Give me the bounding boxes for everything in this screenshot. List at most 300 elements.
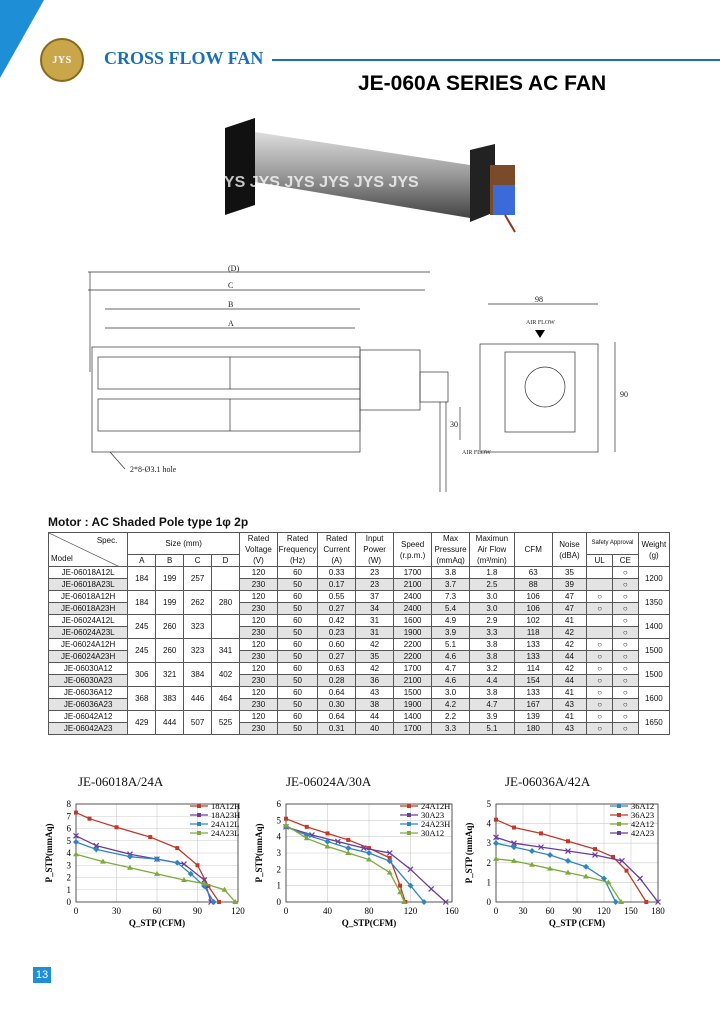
- spec-cell: 3.8: [470, 687, 515, 699]
- legend-marker: [407, 813, 411, 817]
- spec-cell: 464: [212, 687, 240, 711]
- spec-cell: 23: [356, 579, 394, 591]
- brand-title: CROSS FLOW FAN: [104, 48, 264, 68]
- spec-cell: 4.7: [470, 699, 515, 711]
- dim-d: (D): [228, 264, 240, 273]
- dim-98: 98: [535, 295, 543, 304]
- data-point: [593, 847, 597, 851]
- spec-cell: 34: [356, 603, 394, 615]
- spec-cell: 3.3: [470, 627, 515, 639]
- spec-cell: 5.1: [432, 639, 470, 651]
- data-point: [217, 900, 221, 904]
- y-tick-label: 5: [66, 835, 71, 846]
- y-tick-label: 2: [276, 864, 281, 875]
- data-point: [366, 850, 372, 856]
- spec-cell: 50: [277, 699, 317, 711]
- watermark-text: JYS JYS JYS JYS JYS JYS: [215, 174, 419, 191]
- y-axis-label: P_STP(mmAq): [44, 823, 54, 883]
- spec-cell: ○: [612, 579, 638, 591]
- spec-cell: 180: [514, 723, 552, 735]
- spec-cell: 384: [184, 663, 212, 687]
- spec-cell: 199: [156, 567, 184, 591]
- spec-cell: 402: [212, 663, 240, 687]
- data-point: [613, 899, 619, 905]
- data-point: [74, 811, 78, 815]
- spec-cell: 0.27: [318, 603, 356, 615]
- spec-cell: 323: [184, 639, 212, 663]
- spec-cell: ○: [612, 639, 638, 651]
- spec-cell: JE-06036A23: [49, 699, 128, 711]
- spec-cell: 0.60: [318, 639, 356, 651]
- series-title: JE-060A SERIES AC FAN: [358, 72, 607, 95]
- spec-cell: [212, 567, 240, 591]
- spec-cell: 44: [356, 711, 394, 723]
- spec-cell: 36: [356, 675, 394, 687]
- spec-cell: 383: [156, 687, 184, 711]
- data-point: [196, 863, 200, 867]
- spec-cell: 42: [552, 639, 587, 651]
- spec-cell: ○: [612, 663, 638, 675]
- spec-row: [49, 591, 670, 603]
- x-tick-label: 120: [597, 906, 611, 916]
- spec-cell: 4.4: [470, 675, 515, 687]
- cfm-header: CFM: [514, 533, 552, 567]
- spec-cell: 4.9: [432, 615, 470, 627]
- y-tick-label: 1: [486, 877, 491, 888]
- spec-cell: ○: [587, 687, 613, 699]
- spec-cell: 1500: [638, 663, 669, 687]
- spec-cell: 43: [356, 687, 394, 699]
- spec-cell: 507: [184, 711, 212, 735]
- spec-cell: ○: [587, 591, 613, 603]
- spec-cell: JE-06024A12L: [49, 615, 128, 627]
- spec-cell: 230: [240, 579, 278, 591]
- spec-cell: 106: [514, 591, 552, 603]
- spec-cell: 525: [212, 711, 240, 735]
- spec-cell: 0.33: [318, 567, 356, 579]
- legend-label: 24A12H: [421, 801, 451, 811]
- spec-cell: 0.28: [318, 675, 356, 687]
- spec-cell: [587, 615, 613, 627]
- x-tick-label: 0: [73, 906, 79, 916]
- spec-cell: 139: [514, 711, 552, 723]
- legend-marker: [407, 822, 411, 826]
- x-tick-label: 80: [364, 906, 374, 916]
- spec-cell: 260: [156, 639, 184, 663]
- spec-cell: 323: [184, 615, 212, 639]
- spec-cell: JE-06024A23H: [49, 651, 128, 663]
- legend-label: 42A23: [631, 828, 655, 838]
- dim-hole: 2*8-Ø3.1 hole: [130, 465, 177, 474]
- spec-cell: ○: [612, 675, 638, 687]
- spec-cell: ○: [587, 663, 613, 675]
- spec-cell: 1700: [394, 663, 432, 675]
- spec-cell: 230: [240, 651, 278, 663]
- spec-cell: JE-06018A23H: [49, 603, 128, 615]
- spec-cell: 133: [514, 639, 552, 651]
- spec-cell: JE-06042A23: [49, 723, 128, 735]
- spec-cell: 1700: [394, 567, 432, 579]
- spec-cell: 39: [552, 579, 587, 591]
- data-point: [644, 900, 648, 904]
- spec-row: [49, 663, 670, 675]
- data-point: [493, 840, 499, 846]
- x-tick-label: 40: [323, 906, 332, 916]
- chart-3: [460, 790, 685, 940]
- spec-cell: 41: [552, 615, 587, 627]
- legend-marker: [197, 804, 201, 808]
- pressure-header: Max Pressure (mmAq): [432, 533, 470, 567]
- data-point: [529, 848, 535, 854]
- spec-cell: 114: [514, 663, 552, 675]
- airflow-header: Maximun Air Flow (m³/min): [470, 533, 515, 567]
- spec-cell: 1200: [638, 567, 669, 591]
- spec-cell: 184: [128, 591, 156, 615]
- series-line: [286, 827, 446, 902]
- legend-label: 24A23L: [211, 828, 240, 838]
- y-tick-label: 5: [486, 799, 491, 809]
- current-header: Rated Current (A): [318, 533, 356, 567]
- spec-cell: 4.6: [432, 651, 470, 663]
- spec-cell: 40: [356, 723, 394, 735]
- spec-cell: ○: [612, 723, 638, 735]
- legend-marker: [617, 822, 621, 826]
- legend-label: 24A23H: [421, 819, 451, 829]
- spec-cell: 230: [240, 603, 278, 615]
- spec-row: [49, 615, 670, 627]
- spec-cell: 0.31: [318, 723, 356, 735]
- spec-cell: 133: [514, 687, 552, 699]
- spec-cell: ○: [612, 591, 638, 603]
- frequency-header: Rated Frequency (Hz): [278, 534, 317, 565]
- spec-cell: 245: [128, 615, 156, 639]
- spec-cell: 41: [552, 687, 587, 699]
- safety-header: Safety Approval: [587, 533, 638, 555]
- x-tick-label: 60: [152, 906, 162, 916]
- y-tick-label: 4: [486, 818, 491, 829]
- spec-cell: 88: [514, 579, 552, 591]
- data-point: [73, 839, 79, 845]
- spec-cell: 50: [277, 603, 317, 615]
- x-tick-label: 160: [445, 906, 459, 916]
- spec-cell: 35: [552, 567, 587, 579]
- spec-cell: 120: [240, 615, 278, 627]
- spec-cell: 42: [356, 639, 394, 651]
- legend-marker: [617, 813, 621, 817]
- spec-cell: 1600: [638, 687, 669, 711]
- legend-marker: [617, 831, 621, 835]
- spec-cell: 245: [128, 639, 156, 663]
- spec-cell: 3.8: [470, 651, 515, 663]
- dim-a: A: [228, 319, 234, 328]
- spec-cell: JE-06024A12H: [49, 639, 128, 651]
- data-point: [148, 835, 152, 839]
- spec-cell: 306: [128, 663, 156, 687]
- legend-marker: [197, 822, 201, 826]
- spec-cell: 1350: [638, 591, 669, 615]
- size-b-header: B: [156, 555, 184, 567]
- spec-cell: 60: [277, 591, 317, 603]
- x-tick-label: 150: [624, 906, 638, 916]
- spec-cell: 0.63: [318, 663, 356, 675]
- chart-2: [250, 790, 475, 940]
- spec-cell: 3.0: [470, 603, 515, 615]
- spec-cell: JE-06024A23L: [49, 627, 128, 639]
- page-number: 13: [33, 967, 51, 983]
- spec-cell: 38: [356, 699, 394, 711]
- spec-cell: ○: [612, 699, 638, 711]
- spec-cell: 0.64: [318, 711, 356, 723]
- x-axis-label: Q_STP (CFM): [548, 918, 606, 928]
- chart-2-title: JE-06024A/30A: [286, 774, 372, 789]
- spec-cell: 44: [552, 675, 587, 687]
- spec-cell: 2.2: [432, 711, 470, 723]
- spec-cell: 2100: [394, 579, 432, 591]
- y-tick-label: 4: [276, 831, 281, 842]
- spec-cell: 47: [552, 591, 587, 603]
- y-tick-label: 2: [66, 872, 71, 883]
- x-tick-label: 180: [651, 906, 665, 916]
- spec-cell: 3.8: [470, 639, 515, 651]
- ce-header: CE: [612, 555, 638, 567]
- spec-cell: 4.7: [432, 663, 470, 675]
- spec-cell: 0.30: [318, 699, 356, 711]
- spec-cell: 167: [514, 699, 552, 711]
- chart-3-title: JE-06036A/42A: [505, 774, 591, 789]
- spec-cell: 321: [156, 663, 184, 687]
- spec-row: [49, 687, 670, 699]
- x-tick-label: 60: [545, 906, 555, 916]
- spec-cell: JE-06018A12H: [49, 591, 128, 603]
- data-point: [175, 846, 179, 850]
- spec-cell: JE-06018A23L: [49, 579, 128, 591]
- spec-cell: 2400: [394, 591, 432, 603]
- spec-cell: ○: [587, 723, 613, 735]
- spec-cell: 3.0: [470, 591, 515, 603]
- weight-header: Weight (g): [638, 533, 669, 567]
- spec-cell: 1700: [394, 723, 432, 735]
- spec-cell: 50: [277, 675, 317, 687]
- spec-cell: 1500: [394, 687, 432, 699]
- spec-cell: ○: [612, 567, 638, 579]
- spec-cell: 1.8: [470, 567, 515, 579]
- spec-cell: 60: [277, 567, 317, 579]
- spec-cell: 3.0: [432, 687, 470, 699]
- spec-cell: 257: [184, 567, 212, 591]
- spec-cell: 3.9: [470, 711, 515, 723]
- spec-cell: ○: [587, 711, 613, 723]
- y-tick-label: 0: [66, 897, 71, 907]
- size-header: Size (mm): [128, 533, 240, 555]
- chart-1-title: JE-06018A/24A: [78, 774, 164, 789]
- spec-cell: 0.17: [318, 579, 356, 591]
- spec-cell: 3.3: [432, 723, 470, 735]
- legend-label: 30A23: [421, 810, 445, 820]
- legend-marker: [407, 804, 411, 808]
- technical-drawing: [80, 262, 640, 502]
- spec-cell: 118: [514, 627, 552, 639]
- y-tick-label: 1: [276, 880, 281, 891]
- spec-cell: 0.42: [318, 615, 356, 627]
- spec-cell: 43: [552, 699, 587, 711]
- airflow-side-label: AIR FLOW: [462, 450, 491, 456]
- spec-cell: 262: [184, 591, 212, 615]
- legend-label: 18A12H: [211, 801, 241, 811]
- spec-cell: 154: [514, 675, 552, 687]
- data-point: [387, 870, 393, 875]
- legend-marker: [407, 831, 411, 835]
- spec-cell: JE-06030A12: [49, 663, 128, 675]
- data-point: [494, 818, 498, 822]
- spec-cell: ○: [587, 699, 613, 711]
- y-tick-label: 7: [66, 811, 71, 822]
- spec-cell: 31: [356, 627, 394, 639]
- motor-title: Motor : AC Shaded Pole type 1φ 2p: [48, 515, 249, 529]
- spec-cell: ○: [587, 603, 613, 615]
- spec-cell: 341: [212, 639, 240, 663]
- header-rule: [272, 59, 720, 61]
- spec-cell: 60: [277, 639, 317, 651]
- x-tick-label: 120: [403, 906, 418, 916]
- spec-cell: 280: [212, 591, 240, 615]
- dim-30: 30: [450, 420, 458, 429]
- spec-cell: 4.6: [432, 675, 470, 687]
- spec-cell: 50: [277, 651, 317, 663]
- spec-cell: ○: [587, 651, 613, 663]
- x-axis-label: Q_STP(CFM): [341, 918, 397, 928]
- legend-label: 24A12L: [211, 819, 240, 829]
- spec-cell: 120: [240, 591, 278, 603]
- data-point: [326, 831, 330, 835]
- spec-cell: 230: [240, 699, 278, 711]
- data-point: [638, 876, 643, 881]
- data-point: [493, 856, 499, 861]
- spec-cell: 2200: [394, 651, 432, 663]
- legend-label: 36A12: [631, 801, 655, 811]
- spec-cell: JE-06030A23: [49, 675, 128, 687]
- spec-table-body: [49, 567, 670, 735]
- y-tick-label: 8: [66, 799, 71, 809]
- spec-cell: ○: [612, 603, 638, 615]
- spec-cell: 1400: [638, 615, 669, 639]
- spec-cell: 1400: [394, 711, 432, 723]
- spec-cell: 31: [356, 615, 394, 627]
- y-tick-label: 3: [276, 848, 281, 858]
- data-point: [547, 852, 553, 858]
- spec-cell: 429: [128, 711, 156, 735]
- legend-marker: [197, 831, 201, 835]
- dim-b: B: [228, 300, 234, 309]
- data-point: [398, 884, 402, 888]
- spec-cell: 47: [552, 603, 587, 615]
- spec-cell: 230: [240, 675, 278, 687]
- spec-cell: 35: [356, 651, 394, 663]
- x-tick-label: 0: [283, 906, 289, 916]
- spec-cell: [212, 615, 240, 639]
- spec-cell: 42: [552, 663, 587, 675]
- spec-cell: 199: [156, 591, 184, 615]
- spec-cell: 41: [552, 711, 587, 723]
- data-point: [73, 851, 79, 856]
- size-d-header: D: [212, 555, 240, 567]
- spec-cell: 106: [514, 603, 552, 615]
- spec-cell: 2.9: [470, 615, 515, 627]
- legend-label: 30A12: [421, 828, 445, 838]
- y-tick-label: 3: [486, 838, 491, 849]
- spec-cell: 2400: [394, 603, 432, 615]
- legend-label: 42A12: [631, 819, 655, 829]
- product-photo: [205, 110, 535, 240]
- spec-cell: 102: [514, 615, 552, 627]
- spec-cell: 3.9: [432, 627, 470, 639]
- series-line: [496, 859, 621, 902]
- spec-cell: 1500: [638, 639, 669, 663]
- spec-cell: 43: [552, 723, 587, 735]
- y-axis-label: P_STP (mmAq): [464, 822, 474, 884]
- legend-label: 18A23H: [211, 810, 241, 820]
- spec-cell: 3.8: [432, 567, 470, 579]
- legend-label: 36A23: [631, 810, 655, 820]
- spec-cell: 37: [356, 591, 394, 603]
- spec-row: [49, 639, 670, 651]
- spec-cell: 230: [240, 723, 278, 735]
- spec-cell: 0.55: [318, 591, 356, 603]
- spec-cell: 120: [240, 567, 278, 579]
- spec-cell: JE-06042A12: [49, 711, 128, 723]
- data-point: [305, 825, 309, 829]
- y-tick-label: 0: [486, 897, 491, 907]
- speed-header: Speed (r.p.m.): [394, 533, 432, 567]
- spec-cell: 23: [356, 567, 394, 579]
- spec-cell: ○: [587, 639, 613, 651]
- spec-row: [49, 567, 670, 579]
- x-tick-label: 90: [193, 906, 202, 916]
- spec-cell: 60: [277, 711, 317, 723]
- series-line: [496, 820, 646, 902]
- spec-cell: 4.2: [432, 699, 470, 711]
- spec-cell: JE-06018A12L: [49, 567, 128, 579]
- spec-cell: 63: [514, 567, 552, 579]
- spec-cell: 368: [128, 687, 156, 711]
- y-tick-label: 0: [276, 897, 281, 907]
- spec-cell: 1650: [638, 711, 669, 735]
- spec-cell: 50: [277, 627, 317, 639]
- spec-table: [48, 532, 670, 735]
- spec-cell: ○: [612, 615, 638, 627]
- spec-cell: 60: [277, 663, 317, 675]
- spec-cell: 1900: [394, 627, 432, 639]
- spec-cell: 50: [277, 723, 317, 735]
- dim-90: 90: [620, 390, 628, 399]
- spec-cell: 260: [156, 615, 184, 639]
- spec-cell: 44: [552, 651, 587, 663]
- y-tick-label: 6: [276, 799, 281, 809]
- spec-cell: ○: [612, 711, 638, 723]
- power-header: Input Power (W): [356, 533, 394, 567]
- size-a-header: A: [128, 555, 156, 567]
- spec-cell: [587, 627, 613, 639]
- spec-cell: 3.2: [470, 663, 515, 675]
- legend-marker: [197, 813, 201, 817]
- y-tick-label: 1: [66, 884, 71, 895]
- data-point: [625, 869, 629, 873]
- size-c-header: C: [184, 555, 212, 567]
- ul-header: UL: [587, 555, 613, 567]
- spec-cell: 2200: [394, 639, 432, 651]
- data-point: [566, 839, 570, 843]
- y-axis-label: P_STP(mmAq): [254, 823, 264, 883]
- spec-cell: 60: [277, 615, 317, 627]
